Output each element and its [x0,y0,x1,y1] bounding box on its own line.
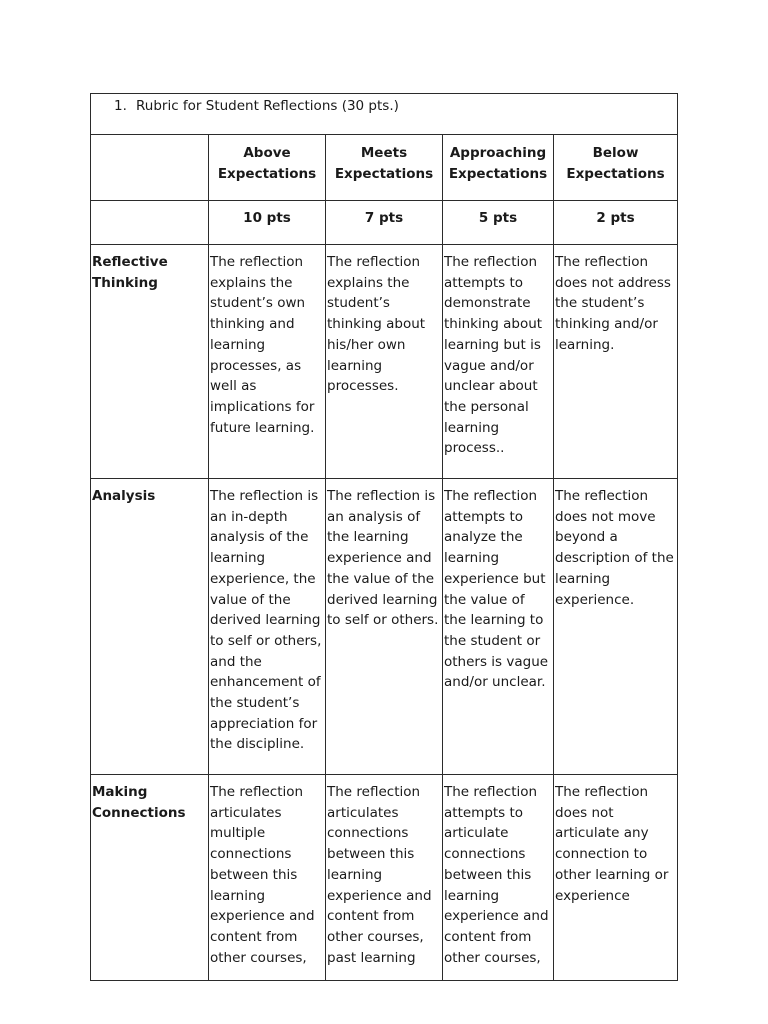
description-cell: The reflection attempts to articulate connections between this learning experience and content from other courses, [443,775,554,981]
title-number: 1. [114,98,127,114]
description-cell: The reflection does not move beyond a description of the learning experience. [554,479,678,775]
points-meets: 7 pts [326,201,443,245]
description-cell: The reflection attempts to demonstrate thinking about learning but is vague and/or unclear about the personal learning process.. [443,245,554,479]
description-cell: The reflection does not articulate any connection to other learning or experience [554,775,678,981]
criterion-row-analysis [91,479,678,775]
criterion-row-making-connections [91,775,678,981]
description-cell: The reflection explains the student’s own thinking and learning processes, as well as implications for future learning. [209,245,326,479]
description-cell: The reflection does not address the student’s thinking and/or learning. [554,245,678,479]
title-row [91,94,678,135]
points-above: 10 pts [209,201,326,245]
points-below: 2 pts [554,201,678,245]
level-header-below: Below Expectations [554,135,678,201]
empty-points-cell [91,201,209,245]
rubric-title: Rubric for Student Reflections (30 pts.) [136,98,399,114]
empty-header-cell [91,135,209,201]
criterion-name: Making Connections [91,775,209,981]
title-cell [91,94,678,135]
description-cell: The reflection is an in-depth analysis of the learning experience, the value of the derived learning to self or others, and the enhancement of the student’s appreciation for the discipline. [209,479,326,775]
description-cell: The reflection articulates connections between this learning experience and content from other courses, past learning [326,775,443,981]
criterion-name: Reflective Thinking [91,245,209,479]
description-cell: The reflection attempts to analyze the learning experience but the value of the learning to the student or others is vague and/or unclear. [443,479,554,775]
rubric-table [90,93,678,981]
points-row [91,201,678,245]
level-header-meets: Meets Expectations [326,135,443,201]
level-header-approaching: Approaching Expectations [443,135,554,201]
description-cell: The reflection articulates multiple connections between this learning experience and content from other courses, [209,775,326,981]
level-header-row [91,135,678,201]
criterion-row-reflective-thinking [91,245,678,479]
points-approaching: 5 pts [443,201,554,245]
description-cell: The reflection explains the student’s thinking about his/her own learning processes. [326,245,443,479]
criterion-name: Analysis [91,479,209,775]
level-header-above: Above Expectations [209,135,326,201]
description-cell: The reflection is an analysis of the learning experience and the value of the derived learning to self or others. [326,479,443,775]
